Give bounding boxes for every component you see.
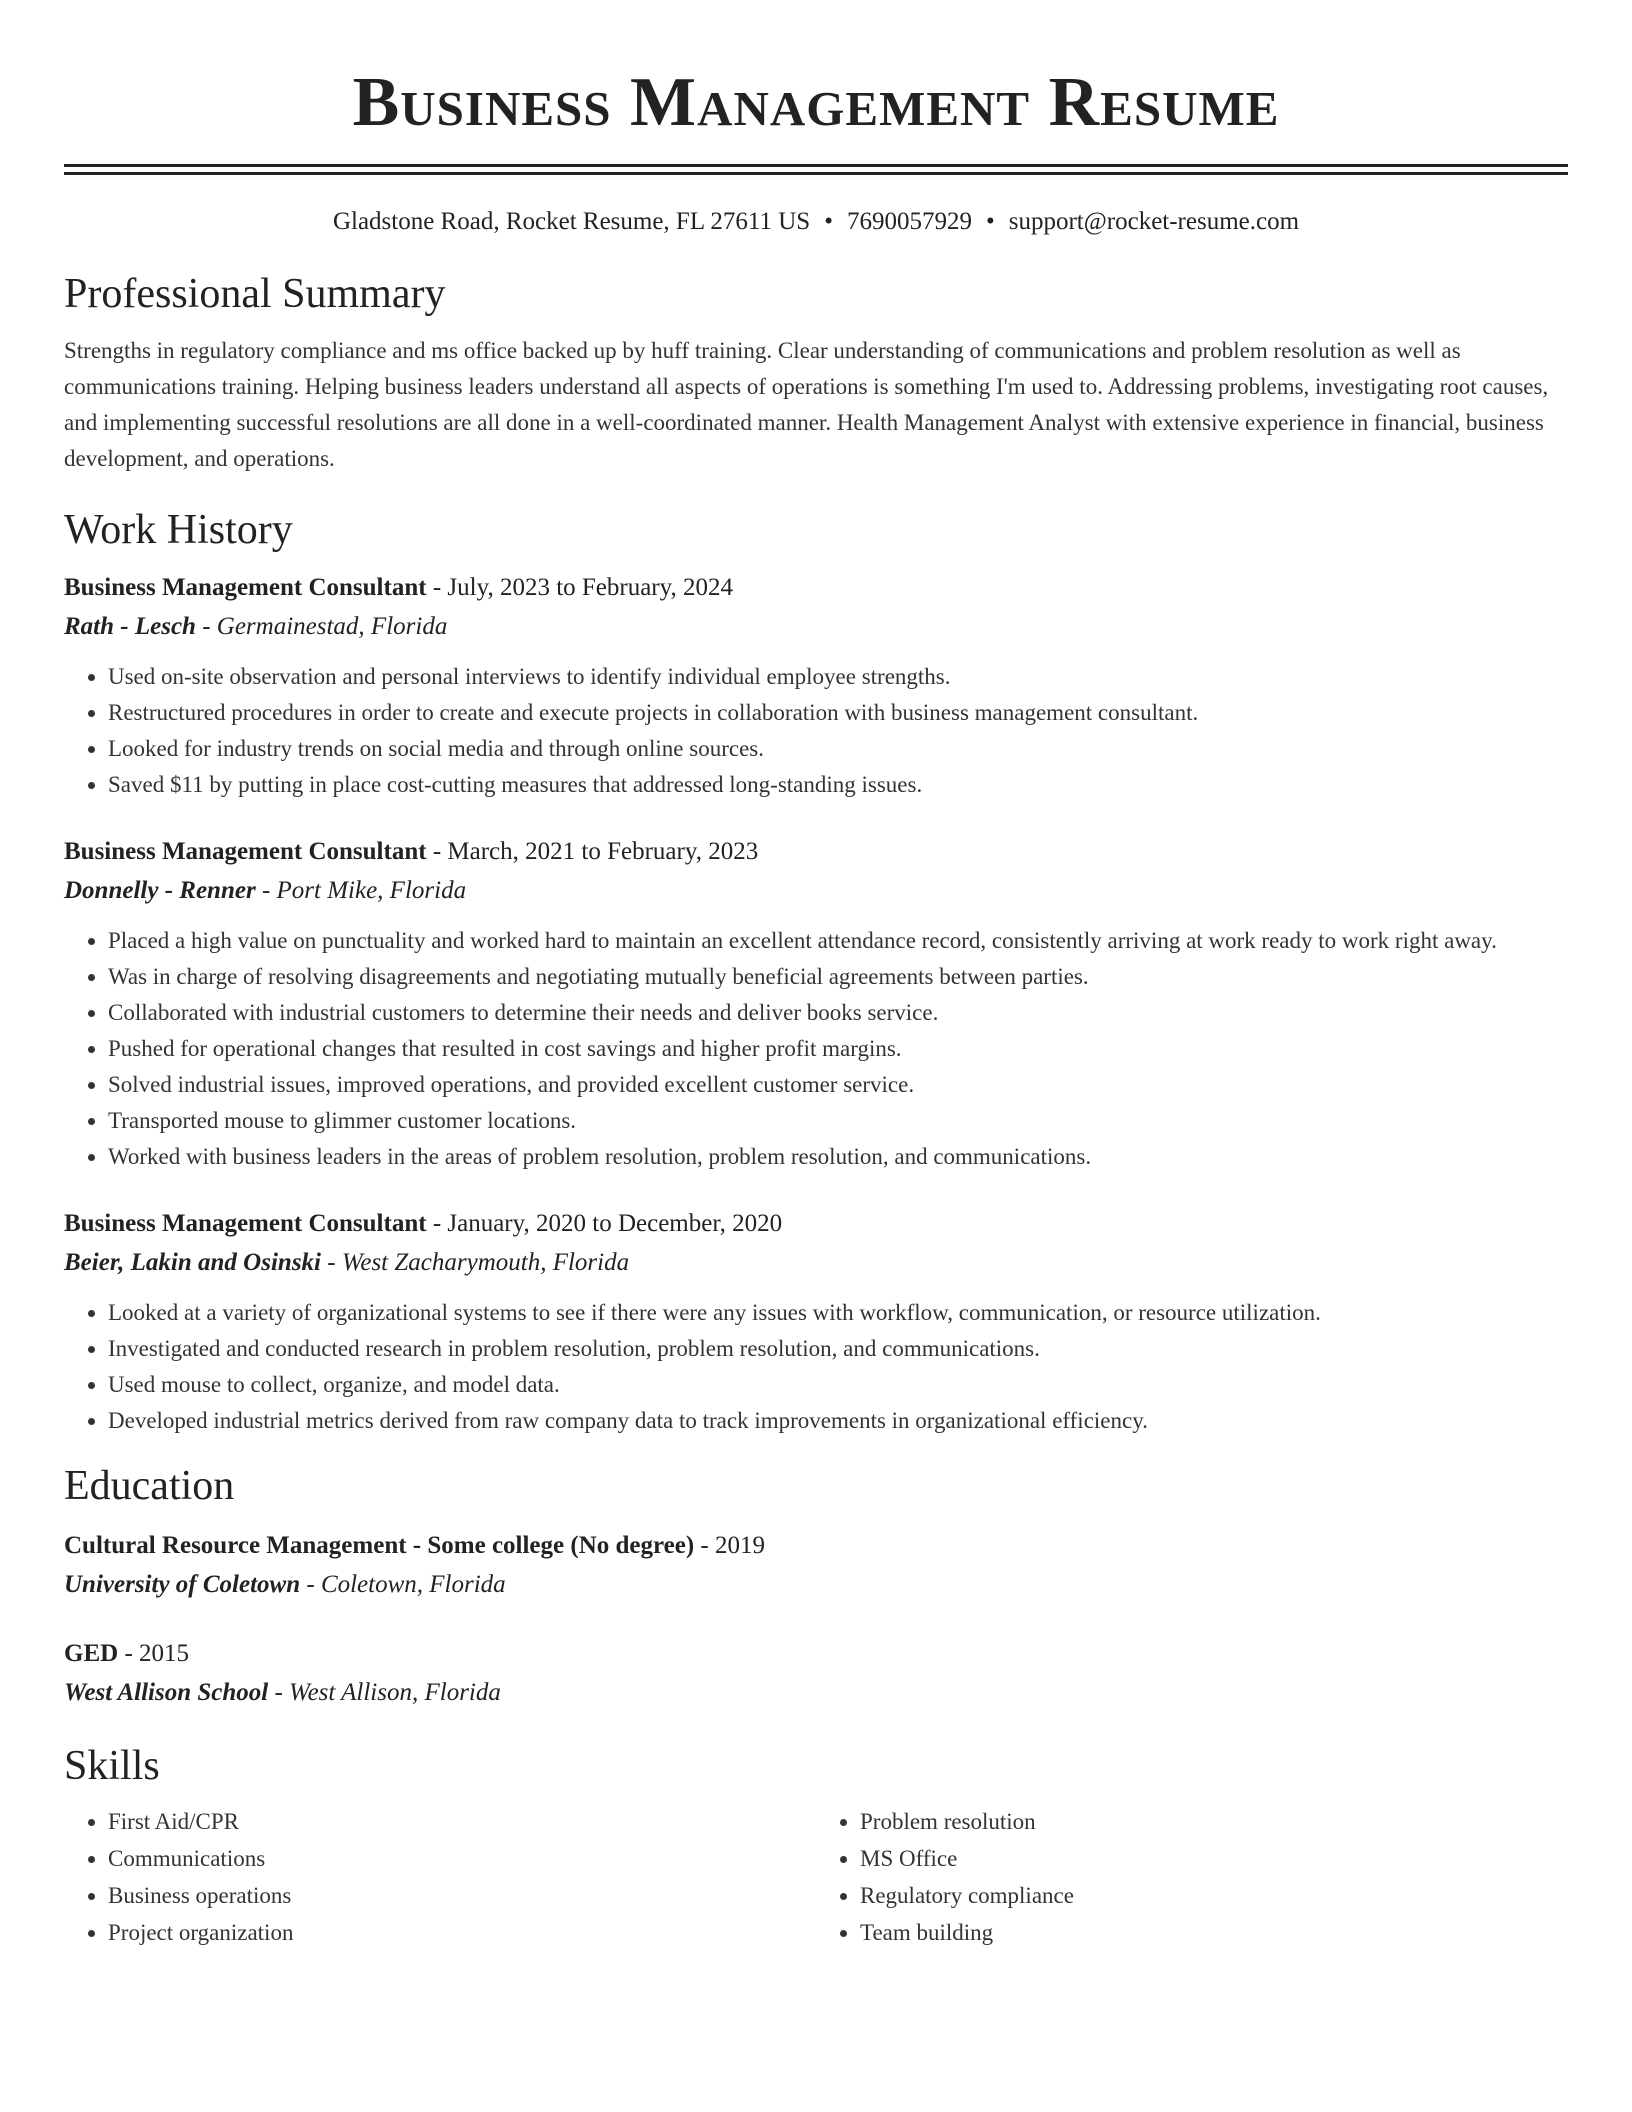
job-role: Business Management Consultant [64, 574, 427, 601]
skill-item: • Problem resolution [860, 1803, 1568, 1840]
job-location: Port Mike, Florida [276, 877, 467, 904]
job-bullet: • Investigated and conducted research in problem resolution, problem resolution, and communications. [108, 1331, 1568, 1367]
job-bullet: • Pushed for operational changes that resulted in cost savings and higher profit margins. [108, 1031, 1568, 1067]
resume-title: Business Management Resume [352, 64, 1280, 141]
education-school-line: University of Coletown - Coletown, Florida [64, 1571, 506, 1598]
education-year: 2015 [139, 1640, 190, 1667]
skill-item: • First Aid/CPR [108, 1803, 816, 1840]
education-location: West Allison, Florida [289, 1679, 501, 1706]
job-bullet: • Developed industrial metrics derived from raw company data to track improvements in organizational efficiency. [108, 1403, 1568, 1439]
summary-text: Strengths in regulatory compliance and ms office backed up by huff training. Clear understanding of communications and problem resolution as well as communications training. Helping business leaders understand all aspects of operations is something I'm used to. Addressing problems, investigating root causes, and implementing successful resolutions are all done in a well-coordinated manner. Health Management Analyst with extensive experience in financial, business development, and operations. [64, 338, 1549, 471]
job-dates: January, 2020 to December, 2020 [447, 1210, 783, 1237]
job-bullet: • Looked at a variety of organizational systems to see if there were any issues with workflow, communication, or resource utilization. [108, 1295, 1568, 1331]
education-degree-line: Cultural Resource Management - Some college (No degree) - 2019 [64, 1532, 765, 1559]
job-title-line: Business Management Consultant - March, 2021 to February, 2023 [64, 838, 759, 865]
skills-column-right [816, 1803, 1568, 1951]
job-company: Beier, Lakin and Osinski [64, 1249, 321, 1276]
contact-separator: • [985, 208, 995, 235]
education-school: University of Coletown [64, 1571, 301, 1598]
education-year: 2019 [715, 1532, 765, 1559]
skills-heading: Skills [64, 1743, 160, 1789]
contact-phone[interactable]: 7690057929 [846, 208, 972, 235]
job-entry [64, 833, 1568, 1175]
job-bullet: • Looked for industry trends on social media and through online sources. [108, 731, 1568, 767]
job-company: Rath - Lesch [64, 613, 196, 640]
job-title-line: Business Management Consultant - January, 2020 to December, 2020 [64, 1210, 783, 1237]
education-school: West Allison School [64, 1679, 269, 1706]
job-role: Business Management Consultant [64, 838, 427, 865]
job-location: Germainestad, Florida [216, 613, 448, 640]
job-company-line: Rath - Lesch - Germainestad, Florida [64, 613, 448, 640]
education-degree-line: GED - 2015 [64, 1640, 190, 1667]
job-bullet: • Restructured procedures in order to create and execute projects in collaboration with business management consultant. [108, 695, 1568, 731]
skill-item: • Communications [108, 1840, 816, 1877]
contact-separator: • [824, 208, 833, 235]
job-bullet: • Saved $11 by putting in place cost-cutting measures that addressed long-standing issues. [108, 767, 1568, 803]
job-role: Business Management Consultant [64, 1210, 427, 1237]
education-degree: Cultural Resource Management - Some college (No degree) [64, 1532, 695, 1559]
skills-column-left [64, 1803, 816, 1951]
job-bullet: • Placed a high value on punctuality and worked hard to maintain an excellent attendance record, consistently arriving at work ready to work right away. [108, 923, 1568, 959]
education-entry [64, 1527, 1568, 1605]
job-bullet-list [64, 1295, 1568, 1439]
job-title-line: Business Management Consultant - July, 2023 to February, 2024 [64, 574, 734, 601]
skill-item: • Regulatory compliance [860, 1877, 1568, 1914]
job-location: West Zacharymouth, Florida [341, 1249, 630, 1276]
job-bullet: • Solved industrial issues, improved operations, and provided excellent customer service. [108, 1067, 1568, 1103]
job-bullet-list [64, 923, 1568, 1175]
skills-grid [64, 1803, 1568, 1951]
job-dates: July, 2023 to February, 2024 [447, 574, 734, 601]
job-bullet: • Worked with business leaders in the areas of problem resolution, problem resolution, and communications. [108, 1139, 1568, 1175]
job-entry [64, 569, 1568, 803]
job-bullet-list [64, 659, 1568, 803]
contact-email[interactable]: support@rocket-resume.com [1008, 208, 1300, 235]
education-entry [64, 1635, 1568, 1713]
education-school-line: West Allison School - West Allison, Florida [64, 1679, 501, 1706]
job-bullet: • Collaborated with industrial customers to determine their needs and deliver books service. [108, 995, 1568, 1031]
job-company: Donnelly - Renner [64, 877, 256, 904]
job-company-line: Donnelly - Renner - Port Mike, Florida [64, 877, 467, 904]
skill-item: • Project organization [108, 1914, 816, 1951]
education-degree: GED [64, 1640, 119, 1667]
title-double-rule [64, 164, 1568, 175]
job-bullet: • Used on-site observation and personal interviews to identify individual employee strengths. [108, 659, 1568, 695]
job-company-line: Beier, Lakin and Osinski - West Zacharymouth, Florida [64, 1249, 630, 1276]
job-dates: March, 2021 to February, 2023 [447, 838, 759, 865]
summary-heading: Professional Summary [64, 271, 446, 317]
job-entry [64, 1205, 1568, 1439]
contact-line [64, 205, 1568, 239]
work-history-heading: Work History [64, 507, 293, 553]
education-heading: Education [64, 1463, 235, 1509]
skill-item: • Team building [860, 1914, 1568, 1951]
contact-address: Gladstone Road, Rocket Resume, FL 27611 US [332, 208, 811, 235]
job-bullet: • Was in charge of resolving disagreements and negotiating mutually beneficial agreements between parties. [108, 959, 1568, 995]
job-bullet: • Transported mouse to glimmer customer locations. [108, 1103, 1568, 1139]
skill-item: • Business operations [108, 1877, 816, 1914]
skill-item: • MS Office [860, 1840, 1568, 1877]
education-location: Coletown, Florida [320, 1571, 506, 1598]
job-bullet: • Used mouse to collect, organize, and model data. [108, 1367, 1568, 1403]
